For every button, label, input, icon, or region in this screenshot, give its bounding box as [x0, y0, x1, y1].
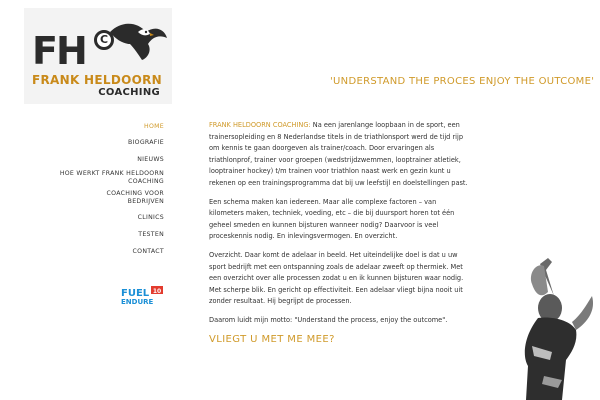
intro-text: Na een jarenlange loopbaan in de sport, een trainersopleiding en 8 Nederlandse titels in de triathlonsport werd de tijd rijp om kennis te gaan doorgeven als trainer/coach. Door ervaringen als triathlonprof, trainer voor groepen (wedstrijdzwemmen, looptrainer atletiek, looptrainer hockey) t/m trainen voor triathlon naast werk en gezin kunt u rekenen op een trainingsprogramma dat bij uw leefstijl en doelstellingen past. [209, 121, 468, 187]
sponsor-badge-text: 10 [152, 288, 162, 295]
main-nav [14, 120, 164, 256]
paragraph-motto: Daarom luidt mijn motto: "Understand the process, enjoy the outcome". [209, 315, 448, 324]
nav-item-contact[interactable]: CONTACT [132, 248, 164, 255]
logo-name: FRANK HELDOORN [32, 73, 162, 87]
nav-item-testen[interactable]: TESTEN [138, 231, 164, 238]
call-to-action-heading: VLIEGT U MET ME MEE? [209, 333, 335, 345]
nav-item-coaching-bedrijven[interactable]: COACHING VOOR BEDRIJVEN [106, 190, 164, 205]
nav-item-hoe-werkt[interactable]: HOE WERKT FRANK HELDOORN COACHING [59, 170, 164, 185]
sponsor-line1: FUEL [121, 288, 150, 299]
nav-item-biografie[interactable]: BIOGRAFIE [127, 139, 164, 146]
sponsor-line2: ENDURE [121, 298, 154, 306]
logo-letters: FH [32, 29, 86, 73]
nav-item-clinics[interactable]: CLINICS [137, 214, 164, 221]
nav-item-nieuws[interactable]: NIEUWS [137, 156, 164, 163]
athlete-photo [492, 256, 600, 400]
paragraph-schema: Een schema maken kan iedereen. Maar alle complexe factoren – van kilometers maken, techniek, voeding, etc – die bij duursport horen tot één geheel smeden en kunnen bijsturen wanneer nodig? Daarvoor is veel proceskennis nodig. En inlevingsvermogen. En overzicht. [209, 197, 455, 241]
copyright-mark: C [94, 30, 114, 50]
logo-subtitle: COACHING [98, 87, 160, 98]
main-content [209, 120, 471, 345]
site-tagline: 'UNDERSTAND THE PROCES ENJOY THE OUTCOME' [330, 76, 595, 87]
eagle-icon [108, 18, 168, 62]
sponsor-logo[interactable] [120, 286, 164, 306]
intro-lead: FRANK HELDOORN COACHING: [209, 121, 311, 129]
site-logo[interactable] [24, 8, 172, 104]
paragraph-overzicht: Overzicht. Daar komt de adelaar in beeld. Het uiteindelijke doel is dat u uw sport bedrijft met een ontspanning zoals de adelaar zweeft op thermiek. Met een overzicht over alle processen zodat u en ik kunnen bijsturen waar nodig. Met scherpe blik. En gericht op effectiviteit. Een adelaar vliegt bijna nooit uit zonder resultaat. Hij begrijpt de processen. [209, 250, 464, 306]
nav-item-home[interactable]: HOME [144, 123, 164, 130]
intro-paragraph [209, 120, 471, 190]
